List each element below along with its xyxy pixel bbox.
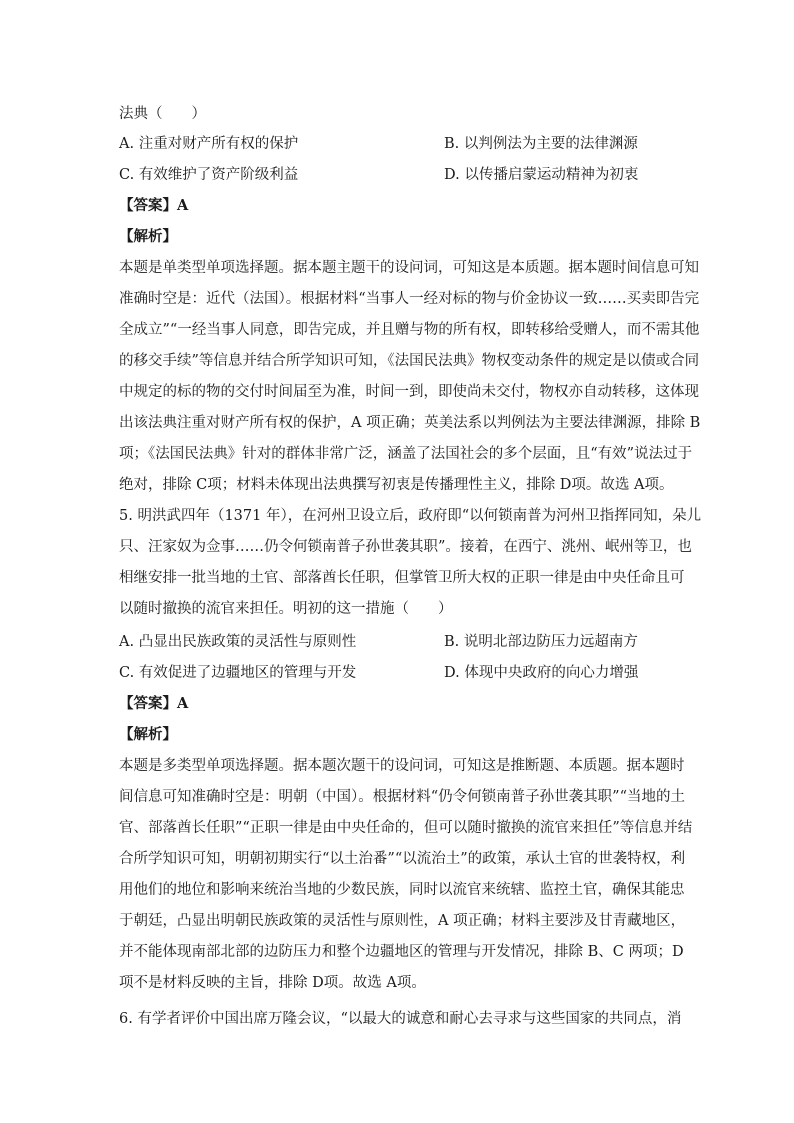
question-5-stem-line: 相继安排一批当地的土官、部落酋长任职，但掌管卫所大权的正职一律是由中央任命且可 — [119, 570, 685, 586]
q5-analysis-line: 间信息可知准确时空是：明朝（中国）。根据材料“仍令何锁南普子孙世袭其职”“当地的土 — [119, 789, 685, 805]
question-4-stem-end: 法典（ ） — [119, 106, 206, 122]
q4-analysis-line: 准确时空是：近代（法国）。根据材料“当事人一经对标的物与价金协议一致……买卖即告完 — [119, 291, 700, 307]
q5-analysis-line: 于朝廷，凸显出明朝民族政策的灵活性与原则性，A 项正确；材料主要涉及甘青藏地区， — [119, 913, 686, 929]
q5-analysis-line: 并不能体现南部北部的边防压力和整个边疆地区的管理与开发情况，排除 B、C 两项；D — [119, 944, 684, 960]
question-5-stem-line: 只、汪家奴为佥事……仍令何锁南普子孙世袭其职”。接着，在西宁、洮州、岷州等卫，也 — [119, 539, 692, 555]
q5-analysis-line: 合所学知识可知，明朝初期实行“以土治番”“以流治土”的政策，承认土官的世袭特权，利 — [119, 851, 686, 867]
q5-analysis-line: 用他们的地位和影响来统治当地的少数民族，同时以流官来统辖、监控土官，确保其能忠 — [119, 882, 685, 898]
q4-analysis-line: 的移交手续”等信息并结合所学知识可知，《法国民法典》物权变动条件的规定是以债或合同 — [119, 353, 700, 369]
q4-analysis-line: 出该法典注重对财产所有权的保护，A 项正确；英美法系以判例法为主要法律渊源，排除 B — [119, 415, 701, 431]
q5-analysis-line: 本题是多类型单项选择题。据本题次题干的设问词，可知这是推断题、本质题。据本题时 — [119, 758, 685, 774]
q5-option-c: C. 有效促进了边疆地区的管理与开发 — [119, 665, 357, 681]
q5-answer: 【答案】A — [119, 695, 189, 712]
q5-analysis-line: 官、部落酋长任职”“正职一律是由中央任命的，但可以随时撤换的流官来担任”等信息并结 — [119, 820, 693, 836]
question-5-stem-line: 5. 明洪武四年（1371 年），在河州卫设立后，政府即“以何锁南普为河州卫指挥同知，朵儿 — [119, 508, 702, 524]
q4-option-a: A. 注重对财产所有权的保护 — [119, 136, 299, 152]
q5-analysis-label: 【解析】 — [119, 726, 177, 743]
q4-analysis-label: 【解析】 — [119, 228, 177, 245]
q4-option-c: C. 有效维护了资产阶级利益 — [119, 167, 299, 183]
q4-option-b: B. 以判例法为主要的法律渊源 — [444, 136, 638, 152]
q4-option-d: D. 以传播启蒙运动精神为初衷 — [444, 167, 639, 183]
q4-analysis-line: 中规定的标的物的交付时间届至为准，时间一到，即使尚未交付，物权亦自动转移，这体现 — [119, 384, 699, 400]
q4-analysis-line: 绝对，排除 C项；材料未体现出法典撰写初衷是传播理性主义，排除 D项。故选 A项。 — [119, 477, 674, 493]
q5-option-d: D. 体现中央政府的向心力增强 — [444, 665, 639, 681]
q5-option-b: B. 说明北部边防压力远超南方 — [444, 634, 638, 650]
q5-option-a: A. 凸显出民族政策的灵活性与原则性 — [119, 634, 357, 650]
q4-analysis-line: 项；《法国民法典》针对的群体非常广泛，涵盖了法国社会的多个层面，且“有效”说法过于 — [119, 446, 693, 462]
q4-answer: 【答案】A — [119, 197, 189, 214]
question-5-stem-line: 以随时撤换的流官来担任。明初的这一措施（ ） — [119, 601, 453, 617]
q5-analysis-line: 项不是材料反映的主旨，排除 D项。故选 A项。 — [119, 975, 426, 991]
question-6-stem-start: 6. 有学者评价中国出席万隆会议，“以最大的诚意和耐心去寻求与这些国家的共同点，消 — [119, 1011, 682, 1027]
q4-analysis-line: 本题是单类型单项选择题。据本题主题干的设问词，可知这是本质题。据本题时间信息可知 — [119, 260, 699, 276]
q4-analysis-line: 全成立”“一经当事人同意，即告完成，并且赠与物的所有权，即转移给受赠人，而不需其他 — [119, 322, 700, 338]
